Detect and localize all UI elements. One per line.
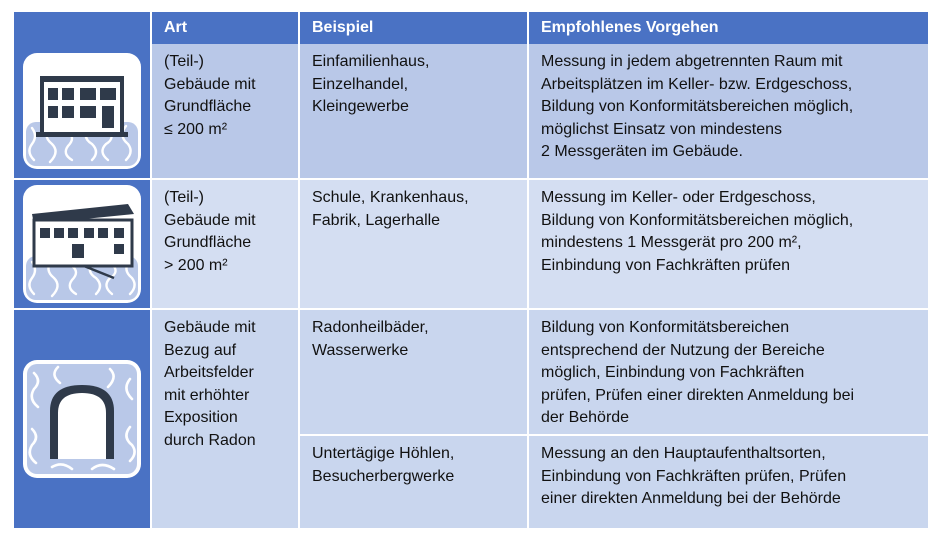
row-2-vorgehen: Messung im Keller- oder Erdgeschoss, Bildung von Konformitätsbereichen möglich, mindestens 1 Messgerät pro 200 m², Einbindung von Fachkräften prüfen (529, 180, 928, 310)
header-icon-column (14, 12, 152, 44)
row-2-beispiel: Schule, Krankenhaus, Fabrik, Lagerhalle (300, 180, 529, 310)
row-2-art: (Teil-) Gebäude mit Grundfläche > 200 m² (152, 180, 300, 310)
row-3a-beispiel: Radonheilbäder, Wasserwerke (300, 310, 529, 436)
row-1-art: (Teil-) Gebäude mit Grundfläche ≤ 200 m² (152, 44, 300, 180)
row-1-icon-cell (14, 44, 152, 180)
radon-measurement-table (14, 12, 928, 528)
row-1-beispiel: Einfamilienhaus, Einzelhandel, Kleingewerbe (300, 44, 529, 180)
row-3-art: Gebäude mit Bezug auf Arbeitsfelder mit erhöhter Exposition durch Radon (152, 310, 300, 528)
header-art: Art (152, 12, 300, 44)
row-3b-beispiel: Untertägige Höhlen, Besucherbergwerke (300, 436, 529, 528)
tunnel-icon (22, 359, 142, 479)
row-3b-vorgehen: Messung an den Hauptaufenthaltsorten, Einbindung von Fachkräften prüfen, Prüfen einer direkten Anmeldung bei der Behörde (529, 436, 928, 528)
small-building-icon (22, 52, 142, 170)
row-3a-vorgehen: Bildung von Konformitätsbereichen entsprechend der Nutzung der Bereiche möglich, Einbindung von Fachkräften prüfen, Prüfen einer direkten Anmeldung bei der Behörde (529, 310, 928, 436)
row-1-vorgehen: Messung in jedem abgetrennten Raum mit Arbeitsplätzen im Keller- bzw. Erdgeschoss, Bildung von Konformitätsbereichen möglich, möglichst Einsatz von mindestens 2 Messgeräten im Gebäude. (529, 44, 928, 180)
row-2-icon-cell (14, 180, 152, 310)
row-3-icon-cell (14, 310, 152, 528)
header-vorgehen: Empfohlenes Vorgehen (529, 12, 928, 44)
header-beispiel: Beispiel (300, 12, 529, 44)
large-building-icon (22, 184, 142, 304)
